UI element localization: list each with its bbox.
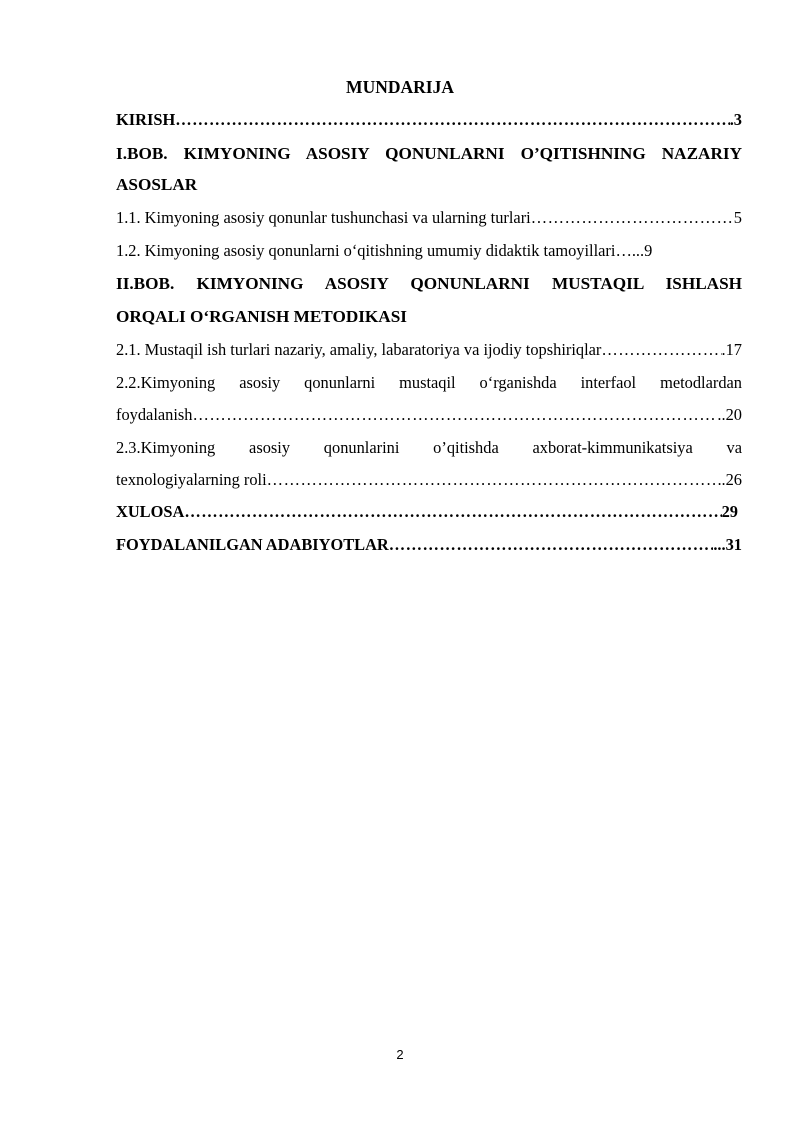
toc-page-number: …...9	[615, 241, 653, 260]
toc-page-number: 29	[721, 502, 738, 521]
toc-entry-label: FOYDALANILGAN ADABIYOTLAR	[116, 535, 389, 554]
toc-entry-1-2[interactable]	[116, 240, 742, 262]
toc-entry-label: foydalanish	[116, 405, 193, 424]
dot-leader	[175, 109, 729, 131]
dot-leader	[192, 404, 717, 426]
dot-leader	[267, 469, 722, 491]
dot-leader	[601, 339, 721, 361]
toc-page-number: .17	[721, 340, 742, 359]
toc-entry-kirish[interactable]	[116, 109, 742, 131]
toc-entry-label: KIRISH	[116, 110, 176, 129]
dot-leader	[531, 207, 734, 229]
toc-entry-label: 1.2. Kimyoning asosiy qonunlarni o‘qitishning umumiy didaktik tamoyillari	[116, 241, 616, 260]
toc-page-number: ...31	[713, 535, 742, 554]
toc-entry-1-1[interactable]	[116, 207, 742, 229]
toc-chapter-1-line-1[interactable]: I.BOB. KIMYONING ASOSIY QONUNLARNI O’QITISHNING NAZARIY	[116, 144, 742, 163]
toc-entry-label: 2.1. Mustaqil ish turlari nazariy, amaliy, labaratoriya va ijodiy topshiriqlar	[116, 340, 602, 359]
toc-entry-2-2-line-2[interactable]	[116, 404, 742, 426]
toc-chapter-2-line-2[interactable]: ORQALI O‘RGANISH METODIKASI	[116, 307, 407, 326]
dot-leader	[184, 501, 721, 523]
toc-entry-2-1[interactable]	[116, 339, 742, 361]
toc-entry-2-3-line-1[interactable]: 2.3.Kimyoning asosiy qonunlarini o’qitishda axborat-kimmunikatsiya va	[116, 438, 742, 457]
toc-entry-label: 1.1. Kimyoning asosiy qonunlar tushunchasi va ularning turlari	[116, 208, 531, 227]
toc-chapter-1-line-2[interactable]: ASOSLAR	[116, 175, 198, 194]
toc-entry-label: texnologiyalarning roli	[116, 470, 267, 489]
dot-leader	[389, 534, 714, 556]
toc-page-number: .3	[729, 110, 742, 129]
toc-entry-2-3-line-2[interactable]	[116, 469, 742, 491]
toc-page-number: .26	[721, 470, 742, 489]
toc-page-number: ..20	[717, 405, 742, 424]
toc-entry-adabiyotlar[interactable]	[116, 534, 742, 556]
toc-page-number: 5	[733, 208, 742, 227]
toc-entry-2-2-line-1[interactable]: 2.2.Kimyoning asosiy qonunlarni mustaqil o‘rganishda interfaol metodlardan	[116, 373, 742, 392]
toc-entry-label: XULOSA	[116, 502, 185, 521]
page-number: 2	[396, 1047, 404, 1062]
toc-entry-xulosa[interactable]	[116, 501, 738, 523]
toc-title: MUNDARIJA	[346, 77, 454, 97]
toc-chapter-2-line-1[interactable]: II.BOB. KIMYONING ASOSIY QONUNLARNI MUSTAQIL ISHLASH	[116, 274, 742, 293]
